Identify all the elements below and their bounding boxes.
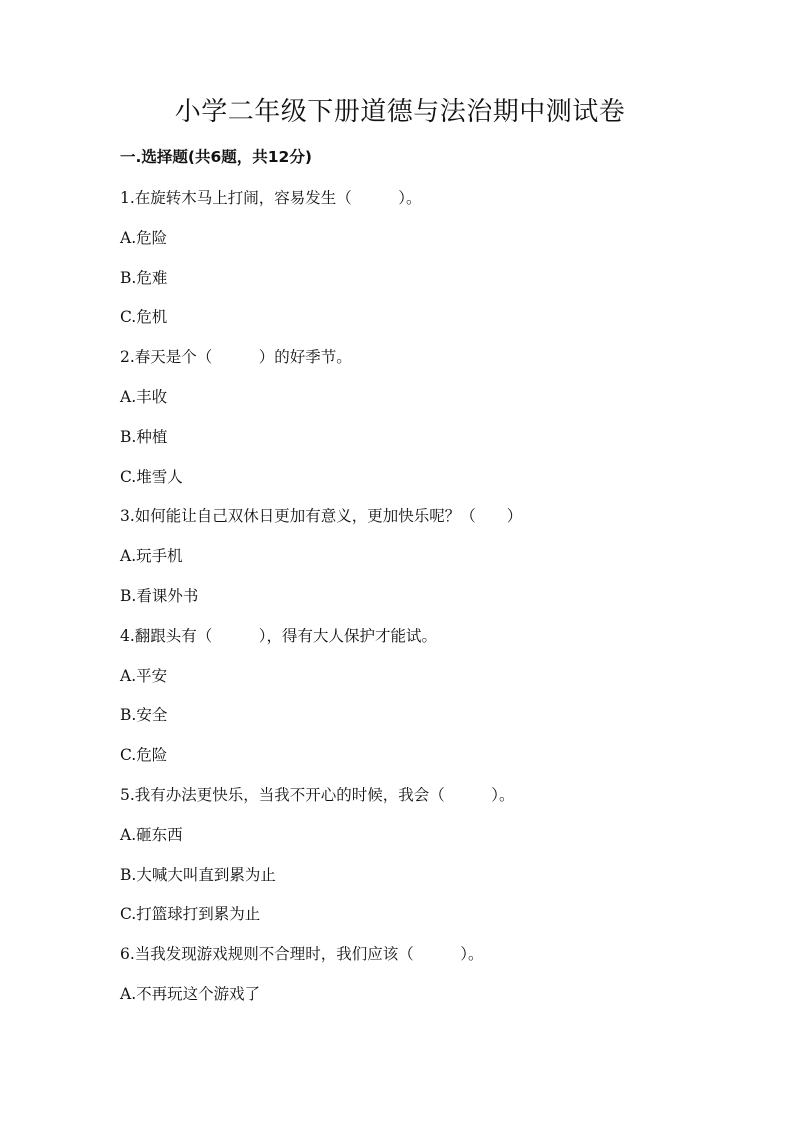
answer-option: C.危险 — [120, 746, 168, 765]
answer-option: B.看课外书 — [120, 586, 199, 605]
answer-option: C.堆雪人 — [120, 467, 183, 486]
answer-option: A.危险 — [120, 228, 168, 247]
page-title: 小学二年级下册道德与法治期中测试卷 — [174, 97, 626, 127]
question-text: 2.春天是个（ ）的好季节。 — [120, 348, 352, 367]
answer-option: A.玩手机 — [120, 547, 183, 566]
answer-option: B.大喊大叫直到累为止 — [120, 865, 276, 884]
answer-option: B.种植 — [120, 427, 168, 446]
question-text: 4.翻跟头有（ ），得有大人保护才能试。 — [120, 626, 438, 645]
question-text: 6.当我发现游戏规则不合理时，我们应该（ ）。 — [120, 945, 484, 964]
question-text: 1.在旋转木马上打闹，容易发生（ ）。 — [120, 189, 422, 207]
answer-option: B.安全 — [120, 706, 168, 725]
question-list — [120, 187, 720, 1023]
answer-option: C.打篮球打到累为止 — [120, 905, 261, 924]
question-text: 5.我有办法更快乐，当我不开心的时候，我会（ ）。 — [120, 785, 515, 804]
answer-option: C.危机 — [120, 308, 168, 327]
answer-option: A.不再玩这个游戏了 — [120, 984, 261, 1003]
answer-option: A.砸东西 — [120, 825, 183, 844]
answer-option: B.危难 — [120, 268, 168, 287]
section-heading: 一.选择题(共6题，共12分) — [120, 148, 312, 166]
question-text: 3.如何能让自己双休日更加有意义，更加快乐呢？（ ） — [120, 507, 523, 526]
answer-option: A.丰收 — [120, 387, 168, 406]
answer-option: A.平安 — [120, 666, 168, 685]
